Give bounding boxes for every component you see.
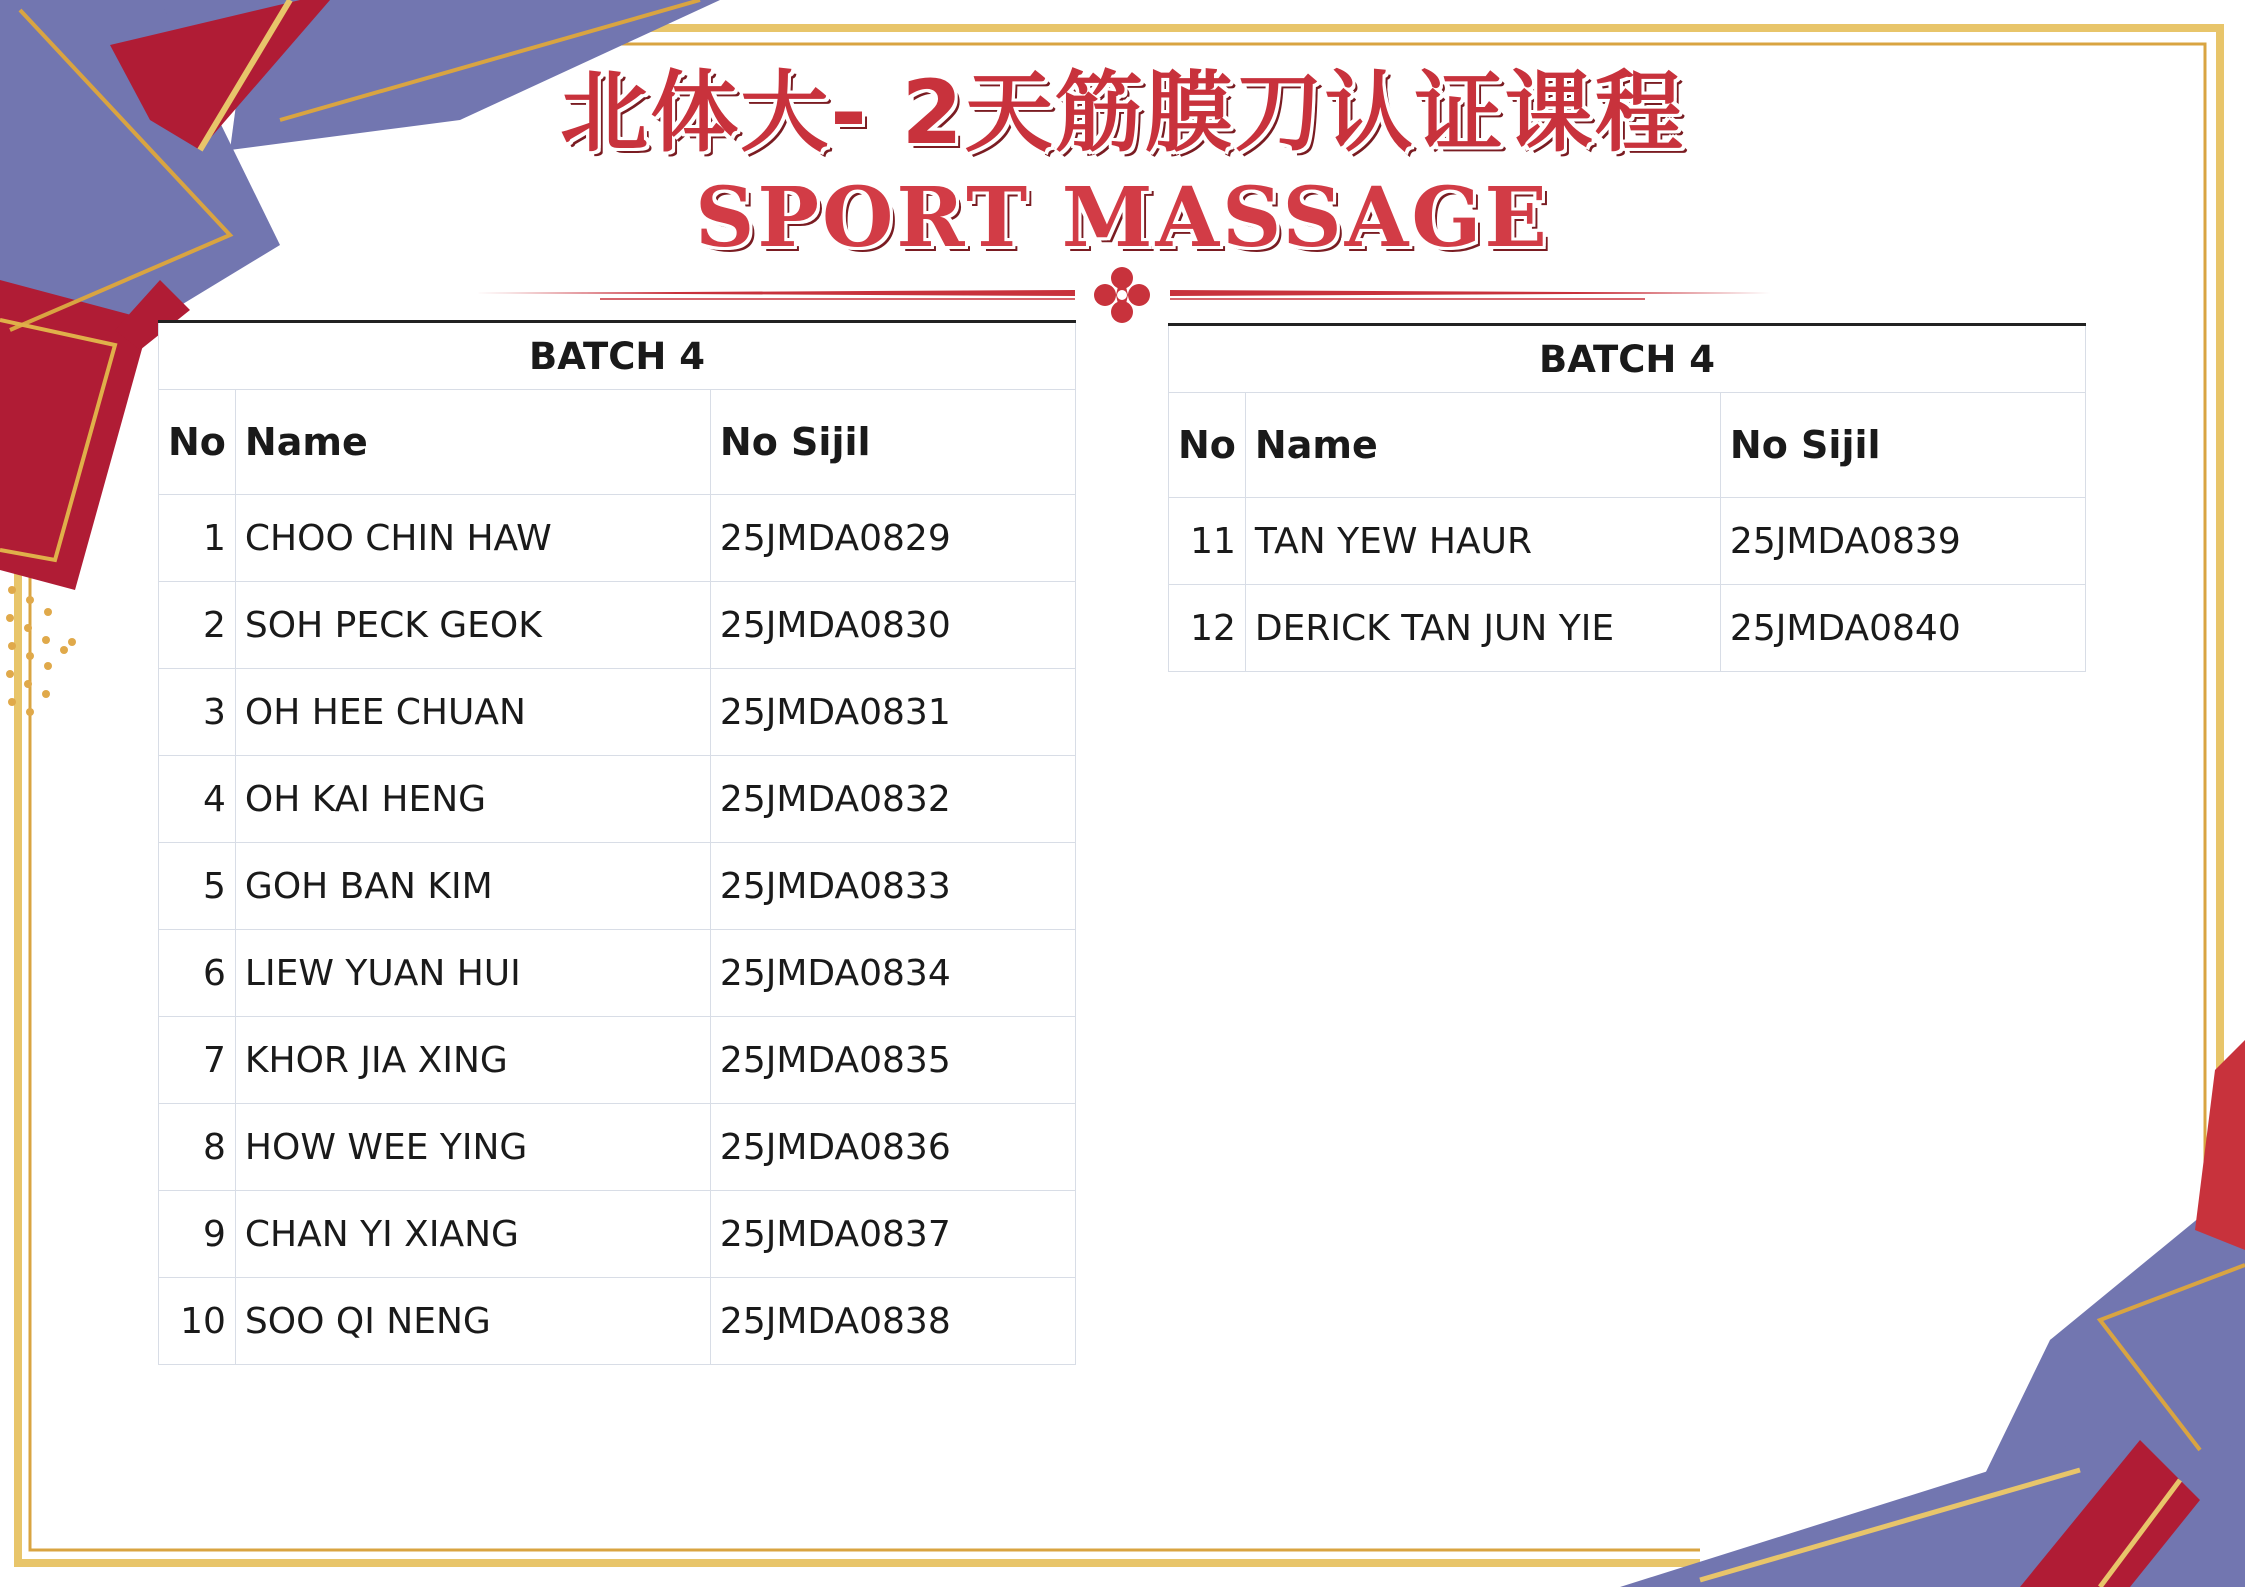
row-name: DERICK TAN JUN YIE (1245, 585, 1720, 672)
row-name: CHOO CHIN HAW (235, 495, 710, 582)
course-title-english: SPORT MASSAGE (695, 170, 1550, 266)
row-cert: 25JMDA0829 (710, 495, 1075, 582)
row-no: 4 (159, 756, 236, 843)
row-name: CHAN YI XIANG (235, 1191, 710, 1278)
row-name: SOH PECK GEOK (235, 582, 710, 669)
row-cert: 25JMDA0840 (1720, 585, 2085, 672)
row-name: SOO QI NENG (235, 1278, 710, 1365)
participant-table-right (1168, 323, 2086, 672)
row-no: 11 (1169, 498, 1246, 585)
table-row (159, 495, 1076, 582)
row-no: 5 (159, 843, 236, 930)
header-cert: No Sijil (1720, 393, 2085, 498)
row-name: LIEW YUAN HUI (235, 930, 710, 1017)
row-no: 3 (159, 669, 236, 756)
table-row (159, 1104, 1076, 1191)
batch-label: BATCH 4 (159, 322, 1076, 390)
batch-label: BATCH 4 (1169, 325, 2086, 393)
table-row (159, 930, 1076, 1017)
row-name: OH HEE CHUAN (235, 669, 710, 756)
table-row (159, 1191, 1076, 1278)
batch-row (159, 322, 1076, 390)
row-name: HOW WEE YING (235, 1104, 710, 1191)
header-no: No (159, 390, 236, 495)
row-cert: 25JMDA0836 (710, 1104, 1075, 1191)
row-cert: 25JMDA0832 (710, 756, 1075, 843)
table-row (159, 669, 1076, 756)
row-cert: 25JMDA0839 (1720, 498, 2085, 585)
column-header-row (1169, 393, 2086, 498)
row-no: 8 (159, 1104, 236, 1191)
row-no: 6 (159, 930, 236, 1017)
row-no: 10 (159, 1278, 236, 1365)
row-cert: 25JMDA0833 (710, 843, 1075, 930)
row-name: TAN YEW HAUR (1245, 498, 1720, 585)
batch-row (1169, 325, 2086, 393)
row-cert: 25JMDA0834 (710, 930, 1075, 1017)
table-row (1169, 585, 2086, 672)
row-cert: 25JMDA0831 (710, 669, 1075, 756)
row-cert: 25JMDA0838 (710, 1278, 1075, 1365)
table-row (159, 1278, 1076, 1365)
table-row (159, 756, 1076, 843)
table-row (1169, 498, 2086, 585)
participant-table-left (158, 320, 1076, 1365)
row-no: 12 (1169, 585, 1246, 672)
row-no: 1 (159, 495, 236, 582)
column-header-row (159, 390, 1076, 495)
header-no: No (1169, 393, 1246, 498)
row-no: 7 (159, 1017, 236, 1104)
row-name: KHOR JIA XING (235, 1017, 710, 1104)
table-row (159, 1017, 1076, 1104)
header-name: Name (1245, 393, 1720, 498)
course-title-chinese: 北体大- 2天筋膜刀认证课程 (560, 61, 1685, 164)
row-cert: 25JMDA0835 (710, 1017, 1075, 1104)
row-no: 9 (159, 1191, 236, 1278)
row-cert: 25JMDA0837 (710, 1191, 1075, 1278)
table-row (159, 582, 1076, 669)
row-no: 2 (159, 582, 236, 669)
row-name: OH KAI HENG (235, 756, 710, 843)
header-cert: No Sijil (710, 390, 1075, 495)
row-name: GOH BAN KIM (235, 843, 710, 930)
table-row (159, 843, 1076, 930)
header-name: Name (235, 390, 710, 495)
row-cert: 25JMDA0830 (710, 582, 1075, 669)
